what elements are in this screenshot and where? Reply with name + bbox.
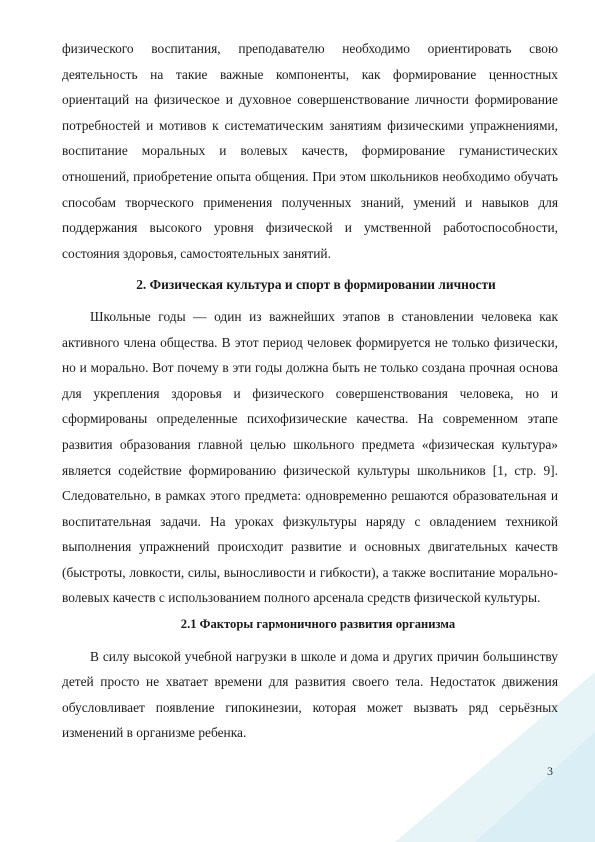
document-page bbox=[62, 36, 558, 746]
section-heading-2: 2. Физическая культура и спорт в формировании личности bbox=[136, 277, 496, 293]
page-number: 3 bbox=[547, 764, 553, 778]
subsection-heading-2-1: 2.1 Факторы гармоничного развития организма bbox=[180, 617, 456, 632]
paragraph-2: Школьные годы — один из важнейших этапов в становлении человека как активного члена общества. В этот период человек формируется не только физически, но и морально. Вот почему в эти годы должна быть не только создана прочная основа для укрепления здоровья и физического совершенствования человека, но и сформированы определенные психофизические качества. На современном этапе развития образования главной целью школьного предмета «физическая культура» является содействие формированию физической культуры школьников [1, стр. 9]. Следовательно, в рамках этого предмета: одновременно решаются образовательная и воспитательная задачи. На уроках физкультуры наряду с овладением техникой выполнения упражнений происходит развитие и основных двигательных качеств (быстроты, ловкости, силы, выносливости и гибкости), а также воспитание морально-волевых качеств с использованием полного арсенала средств физической культуры. bbox=[62, 308, 558, 606]
paragraph-1: физического воспитания, преподавателю необходимо ориентировать свою деятельность на такие важные компоненты, как формирование ценностных ориентаций на физическое и духовное совершенствование личности формирование потребностей и мотивов к систематическим занятиям физическими упражнениями, воспитание моральных и волевых качеств, формирование гуманистических отношений, приобретение опыта общения. При этом школьников необходимо обучать способам творческого применения полученных знаний, умений и навыков для поддержания высокого уровня физической и умственной работоспособности, состояния здоровья, самостоятельных занятий. bbox=[62, 41, 558, 261]
paragraph-3: В силу высокой учебной нагрузки в школе и дома и других причин большинству детей просто не хватает времени для развития своего тела. Недостаток движения обусловливает появление гипокинезии, которая может вызвать ряд серьёзных изменений в организме ребенка. bbox=[62, 648, 558, 741]
